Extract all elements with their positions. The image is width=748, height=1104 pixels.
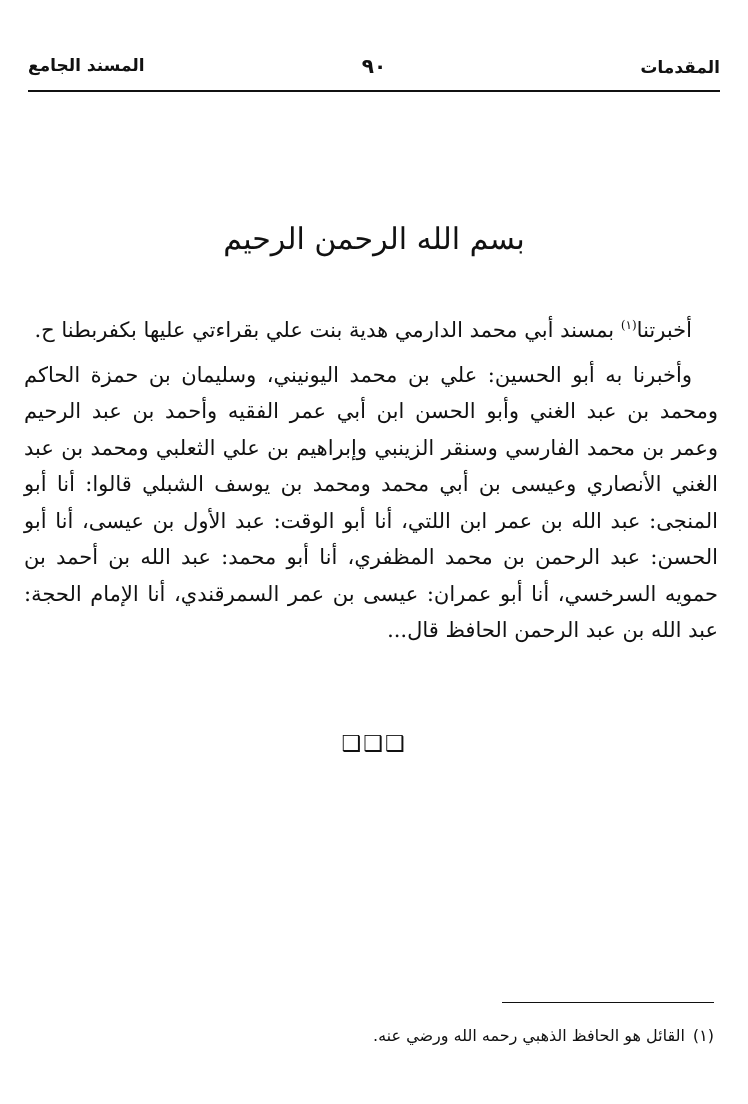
book-title: المسند الجامع [28, 56, 145, 76]
section-title: المقدمات [640, 58, 720, 78]
running-header [28, 52, 720, 86]
paragraph-2: وأخبرنا به أبو الحسين: علي بن محمد اليونيني، وسليمان بن حمزة الحاكم ومحمد بن عبد الغني وأبو الحسن ابن أبي عمر الفقيه وأحمد بن عبد الرحيم وعمر بن محمد الفارسي وسنقر الزينبي وإبراهيم بن علي الثعلبي ومحمد بن عبد الغني الأنصاري وعيسى بن أبي محمد ومحمد بن يوسف الشبلي قالوا: أنا أبو المنجى: عبد الله بن عمر ابن اللتي، أنا أبو الوقت: عبد الأول بن عيسى، أنا أبو الحسن: عبد الرحمن بن محمد المظفري، أنا أبو محمد: عبد الله بن أحمد بن حمويه السرخسي، أنا أبو عمران: عيسى بن عمر السمرقندي، أنا الإمام الحجة: عبد الله بن عبد الرحمن الحافظ قال... [24, 362, 718, 642]
paragraph-1-start: أخبرتنا [636, 318, 692, 342]
footnote-text: القائل هو الحافظ الذهبي رحمه الله ورضي عنه. [373, 1026, 685, 1045]
footnote [24, 1026, 714, 1045]
basmala: بسم الله الرحمن الرحيم [223, 222, 525, 257]
footnote-rule [502, 1002, 714, 1003]
header-rule [28, 90, 720, 92]
footnote-number: (١) [692, 1026, 714, 1045]
paragraph-1 [24, 312, 718, 349]
paragraph-1-rest: بمسند أبي محمد الدارمي هدية بنت علي بقراءتي عليها بكفربطنا ح. [34, 318, 621, 342]
page-number: ٩٠ [361, 54, 387, 78]
body-text [24, 312, 718, 657]
section-end-ornament: ❑❑❑ [341, 732, 407, 757]
footnote-reference[interactable]: (١) [620, 318, 637, 332]
